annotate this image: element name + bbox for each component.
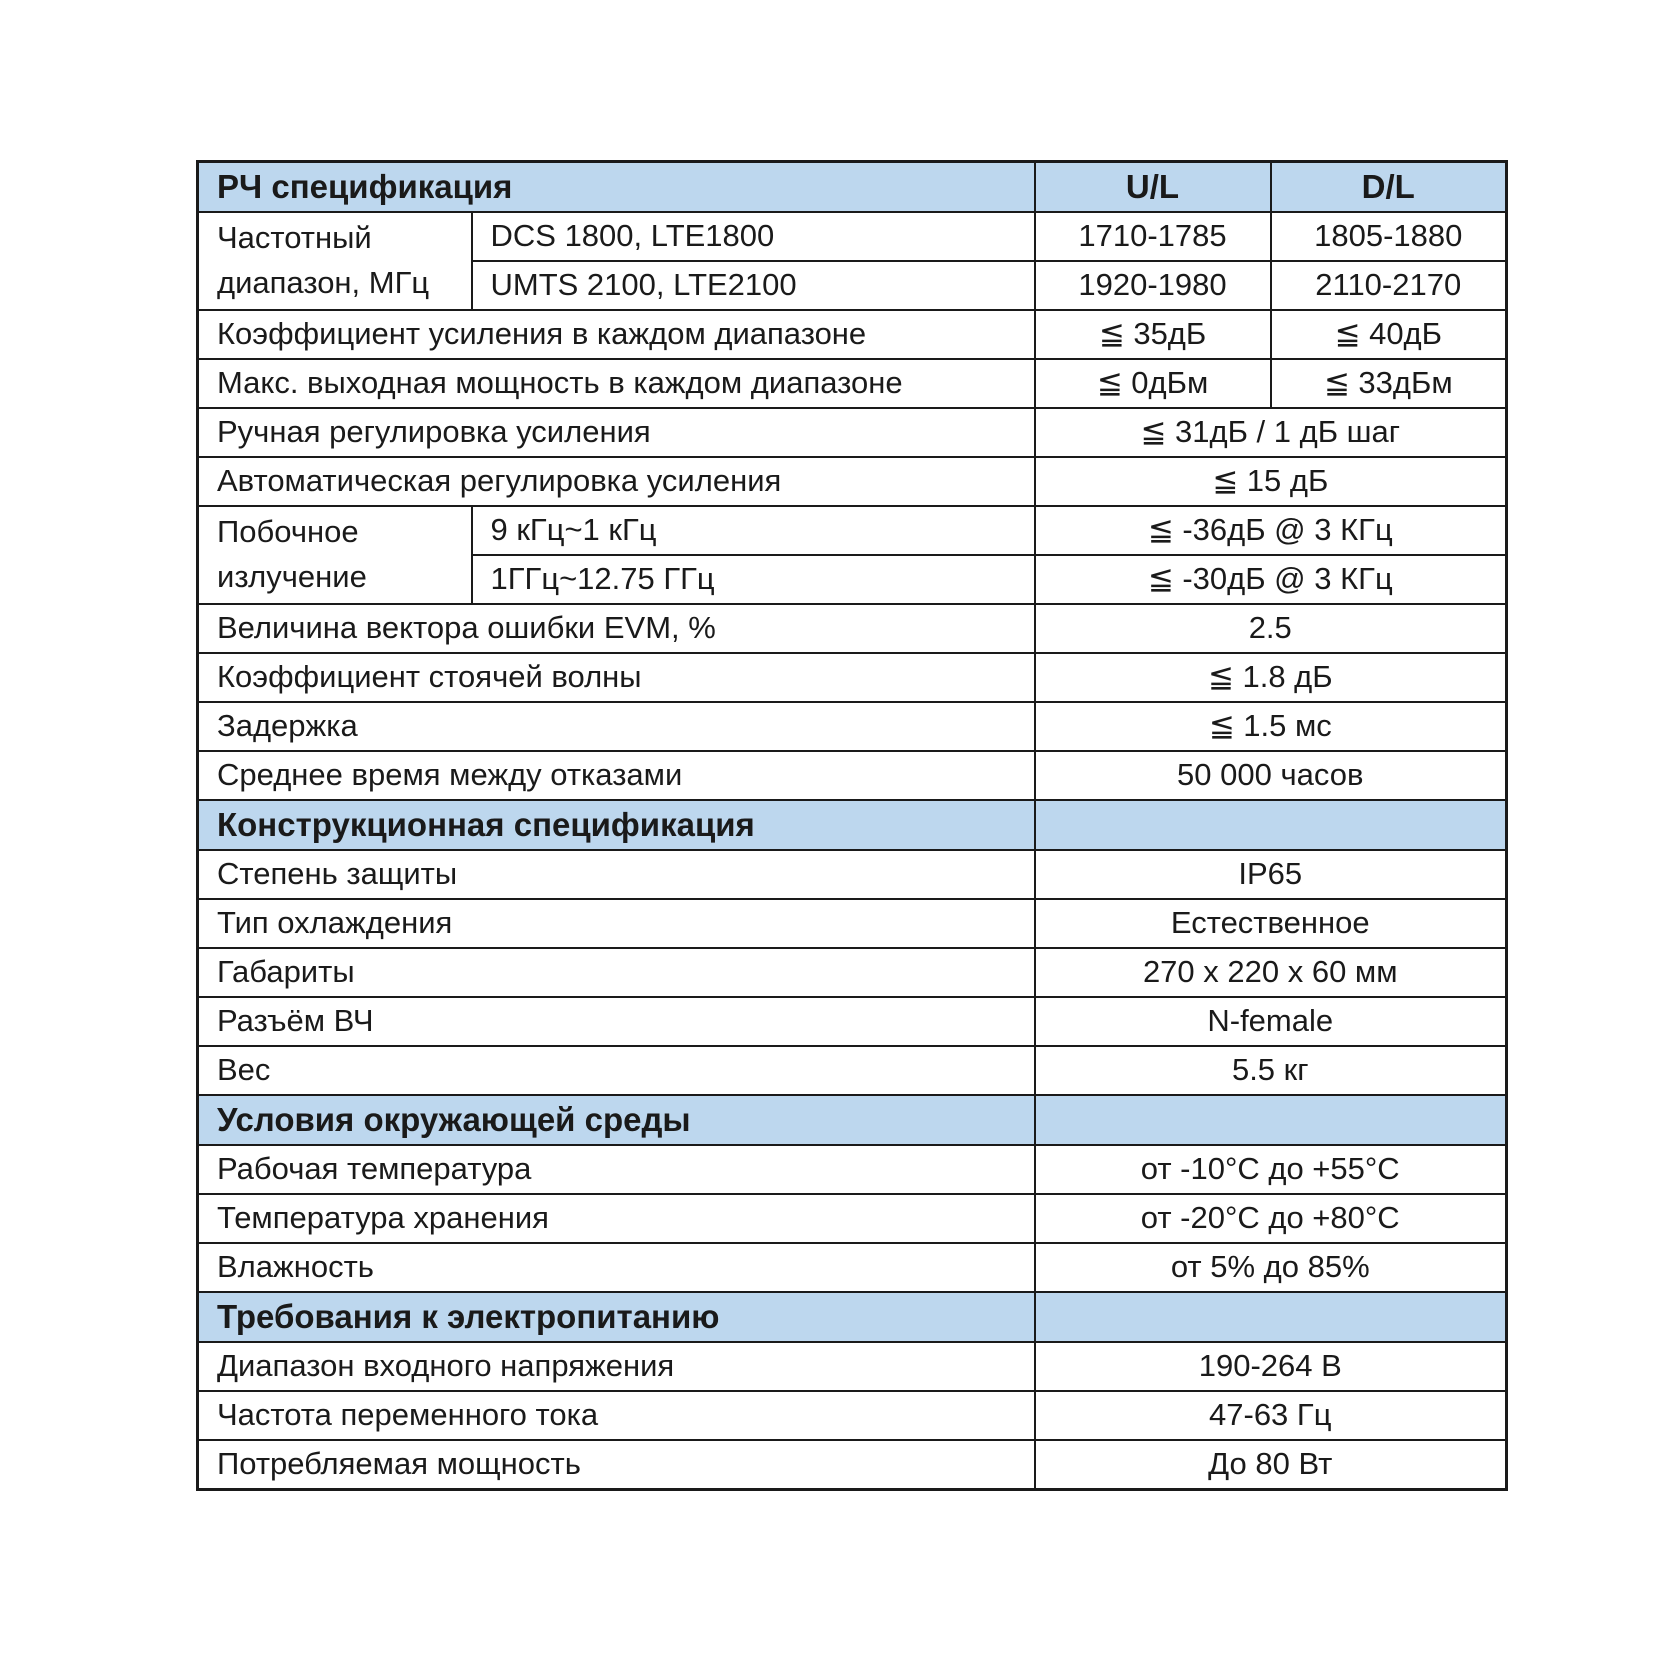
row-label: Автоматическая регулировка усиления	[198, 457, 1035, 506]
section-title: РЧ спецификация	[198, 162, 1035, 213]
row-label: Рабочая температура	[198, 1145, 1035, 1194]
table-row	[198, 653, 1507, 702]
row-label: Влажность	[198, 1243, 1035, 1292]
row-value: Естественное	[1035, 899, 1507, 948]
row-value: ≦ 31дБ / 1 дБ шаг	[1035, 408, 1507, 457]
row-label: Побочное излучение	[198, 506, 472, 604]
dl-value: ≦ 33дБм	[1271, 359, 1507, 408]
row-value: от -10°C до +55°C	[1035, 1145, 1507, 1194]
row-label: Степень защиты	[198, 850, 1035, 899]
dl-value: 1805-1880	[1271, 212, 1507, 261]
table-row	[198, 1145, 1507, 1194]
row-label: Частота переменного тока	[198, 1391, 1035, 1440]
ul-value: ≦ 35дБ	[1035, 310, 1271, 359]
table-row	[198, 702, 1507, 751]
ul-value: ≦ 0дБм	[1035, 359, 1271, 408]
row-value: от -20°C до +80°C	[1035, 1194, 1507, 1243]
row-value: 190-264 В	[1035, 1342, 1507, 1391]
row-value: 270 x 220 x 60 мм	[1035, 948, 1507, 997]
row-value: 50 000 часов	[1035, 751, 1507, 800]
table-row	[198, 850, 1507, 899]
row-value: ≦ 15 дБ	[1035, 457, 1507, 506]
section-title: Конструкционная спецификация	[198, 800, 1035, 850]
row-value: 2.5	[1035, 604, 1507, 653]
row-value: IP65	[1035, 850, 1507, 899]
ul-value: 1920-1980	[1035, 261, 1271, 310]
row-label: Диапазон входного напряжения	[198, 1342, 1035, 1391]
table-row	[198, 899, 1507, 948]
row-label: Коэффициент стоячей волны	[198, 653, 1035, 702]
row-label: Величина вектора ошибки EVM, %	[198, 604, 1035, 653]
spec-table	[196, 160, 1508, 1491]
table-row	[198, 506, 1507, 555]
row-label: Разъём ВЧ	[198, 997, 1035, 1046]
column-header-dl: D/L	[1271, 162, 1507, 213]
section-header-rf	[198, 162, 1507, 213]
section-header-construction	[198, 800, 1507, 850]
band-name: DCS 1800, LTE1800	[472, 212, 1035, 261]
section-empty-cell	[1035, 1292, 1507, 1342]
range-label: 9 кГц~1 кГц	[472, 506, 1035, 555]
band-name: UMTS 2100, LTE2100	[472, 261, 1035, 310]
section-title: Условия окружающей среды	[198, 1095, 1035, 1145]
section-header-power	[198, 1292, 1507, 1342]
table-row	[198, 1391, 1507, 1440]
section-title: Требования к электропитанию	[198, 1292, 1035, 1342]
table-row	[198, 948, 1507, 997]
ul-value: 1710-1785	[1035, 212, 1271, 261]
table-row	[198, 1194, 1507, 1243]
table-row	[198, 1243, 1507, 1292]
row-label: Частотный диапазон, МГц	[198, 212, 472, 310]
table-row	[198, 1342, 1507, 1391]
row-label: Тип охлаждения	[198, 899, 1035, 948]
row-label: Задержка	[198, 702, 1035, 751]
table-row	[198, 457, 1507, 506]
row-value: 47-63 Гц	[1035, 1391, 1507, 1440]
table-row	[198, 1046, 1507, 1095]
table-row	[198, 212, 1507, 261]
row-value: от 5% до 85%	[1035, 1243, 1507, 1292]
table-row	[198, 310, 1507, 359]
section-empty-cell	[1035, 1095, 1507, 1145]
row-label: Коэффициент усиления в каждом диапазоне	[198, 310, 1035, 359]
column-header-ul: U/L	[1035, 162, 1271, 213]
row-value: N-female	[1035, 997, 1507, 1046]
dl-value: ≦ 40дБ	[1271, 310, 1507, 359]
row-label: Габариты	[198, 948, 1035, 997]
table-row	[198, 997, 1507, 1046]
row-value: 5.5 кг	[1035, 1046, 1507, 1095]
dl-value: 2110-2170	[1271, 261, 1507, 310]
section-header-environment	[198, 1095, 1507, 1145]
table-row	[198, 408, 1507, 457]
row-value: ≦ -36дБ @ 3 КГц	[1035, 506, 1507, 555]
row-label: Макс. выходная мощность в каждом диапазоне	[198, 359, 1035, 408]
table-row	[198, 604, 1507, 653]
row-value: ≦ 1.5 мс	[1035, 702, 1507, 751]
row-value: ≦ -30дБ @ 3 КГц	[1035, 555, 1507, 604]
row-label: Температура хранения	[198, 1194, 1035, 1243]
row-value: До 80 Вт	[1035, 1440, 1507, 1490]
section-empty-cell	[1035, 800, 1507, 850]
table-row	[198, 751, 1507, 800]
row-label: Вес	[198, 1046, 1035, 1095]
row-label: Потребляемая мощность	[198, 1440, 1035, 1490]
row-label: Ручная регулировка усиления	[198, 408, 1035, 457]
row-label: Среднее время между отказами	[198, 751, 1035, 800]
range-label: 1ГГц~12.75 ГГц	[472, 555, 1035, 604]
table-row	[198, 1440, 1507, 1490]
row-value: ≦ 1.8 дБ	[1035, 653, 1507, 702]
table-row	[198, 359, 1507, 408]
